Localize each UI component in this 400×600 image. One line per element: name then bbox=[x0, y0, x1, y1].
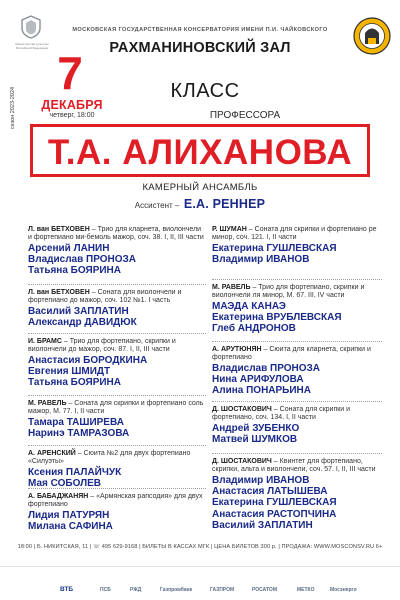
composer-name: А. БАБАДЖАНЯН bbox=[28, 493, 89, 500]
work-title: Соната для скрипки и фортепиано ре минор, соч. 121. I, II части bbox=[212, 226, 377, 242]
assistant-line bbox=[60, 195, 340, 213]
ministry-emblem-icon bbox=[18, 14, 44, 40]
work-title: Квинтет для фортепиано, скрипки, альта и виолончели, соч. 57. I, II, III части bbox=[212, 458, 376, 474]
performer-name: Екатерина ВРУБЛЕВСКАЯ bbox=[212, 312, 342, 324]
sponsor-logo: Газпромбанк bbox=[160, 587, 193, 593]
composer-name: М. РАВЕЛЬ bbox=[212, 284, 251, 291]
program-work-line bbox=[28, 450, 206, 467]
assistant-label: Ассистент – bbox=[134, 201, 180, 210]
composer-name: Р. ШУМАН bbox=[212, 226, 247, 233]
performer-name: Анастасия РАСТОПЧИНА bbox=[212, 508, 337, 520]
program-work-line bbox=[28, 289, 206, 306]
program-item bbox=[212, 346, 382, 397]
sponsor-strip bbox=[0, 566, 400, 600]
program-divider bbox=[212, 401, 382, 402]
professor-name: Т.А. АЛИХАНОВА bbox=[47, 133, 353, 172]
composer-dash: – bbox=[271, 406, 280, 413]
performer-name: Екатерина ГУШЛЕВСКАЯ bbox=[212, 497, 337, 509]
hall-name: РАХМАНИНОВСКИЙ ЗАЛ bbox=[109, 40, 291, 56]
performer-name: Александр ДАВИДЮК bbox=[28, 317, 137, 329]
program-item bbox=[28, 338, 206, 389]
composer-name: Д. ШОСТАКОВИЧ bbox=[212, 406, 272, 413]
performer-name: Татьяна БОЯРИНА bbox=[28, 265, 122, 277]
performer-name: Андрей ЗУБЕНКО bbox=[212, 422, 300, 434]
sponsor-logo: РЖД bbox=[130, 587, 142, 593]
composer-name: А. АРЕНСКИЙ bbox=[28, 450, 76, 457]
performer-name: Владислав ПРОНОЗА bbox=[212, 362, 321, 374]
composer-dash: – bbox=[250, 284, 259, 291]
program-item bbox=[28, 450, 206, 489]
composer-name: И. БРАМС bbox=[28, 338, 62, 345]
sponsor-logo: ПСБ bbox=[100, 587, 111, 593]
conservatory-name: МОСКОВСКАЯ ГОСУДАРСТВЕННАЯ КОНСЕРВАТОРИЯ ИМЕНИ П.И. ЧАЙКОВСКОГО bbox=[72, 27, 328, 33]
professor-name-box bbox=[30, 124, 370, 177]
concert-day: 7 bbox=[57, 47, 83, 99]
program-item bbox=[28, 226, 206, 277]
ensemble-subtitle: КАМЕРНЫЙ АНСАМБЛЬ bbox=[142, 182, 258, 193]
performer-name: Василий ЗАПЛАТИН bbox=[28, 305, 129, 317]
performer-name: Арсений ЛАНИН bbox=[28, 242, 110, 254]
performer-name: Екатерина ГУШЛЕВСКАЯ bbox=[212, 242, 337, 254]
program-divider bbox=[212, 453, 382, 454]
performer-name: Алина ПОНАРЬИНА bbox=[212, 385, 311, 397]
composer-name: А. АРУТЮНЯН bbox=[212, 346, 262, 353]
composer-name: Л. ван БЕТХОВЕН bbox=[28, 289, 90, 296]
composer-dash: – bbox=[61, 338, 70, 345]
work-title: Соната для скрипки и фортепиано соль мажор, М. 77. I, II части bbox=[28, 400, 204, 416]
program-item bbox=[28, 400, 206, 439]
program-item bbox=[212, 226, 382, 265]
program-work-line bbox=[212, 284, 382, 301]
composer-dash: – bbox=[89, 289, 98, 296]
work-title: Сюита для кларнета, скрипки и фортепиано bbox=[212, 346, 371, 362]
program-work-line bbox=[212, 226, 382, 243]
performer-name: Глеб АНДРОНОВ bbox=[212, 323, 296, 335]
performer-name: Милана САФИНА bbox=[28, 521, 113, 533]
footer-info: 18:00 | Б. НИКИТСКАЯ, 11 | ☏ 495 629-9168 | БИЛЕТЫ В КАССАХ МГК | ЦЕНА БИЛЕТОВ 300 р. | ПРОДАЖА: WWW.MOSCONSV.RU 6+ bbox=[17, 544, 383, 550]
program-divider bbox=[28, 395, 206, 396]
work-title: «Армянская рапсодия» для двух фортепиано bbox=[28, 493, 203, 509]
work-title: Трио для фортепиано, скрипки и виолончели до мажор, соч. 87. I, II, III части bbox=[28, 338, 176, 354]
composer-dash: – bbox=[75, 450, 84, 457]
performer-name: Ксения ПАЛАЙЧУК bbox=[28, 466, 122, 478]
program-item bbox=[212, 458, 382, 531]
sponsor-logo: Мосэнерго bbox=[330, 587, 357, 593]
program-divider bbox=[28, 284, 206, 285]
sponsor-logo: МЕТКО bbox=[297, 587, 315, 593]
performer-name: Нина АРИФУЛОВА bbox=[212, 374, 304, 386]
rachmaninov-hall-seal-icon bbox=[352, 16, 392, 56]
program-work-line bbox=[28, 226, 206, 243]
program-work-line bbox=[28, 400, 206, 417]
performer-name: Наринэ ТАМРАЗОВА bbox=[28, 428, 130, 440]
performer-name: Василий ЗАПЛАТИН bbox=[212, 520, 313, 531]
composer-dash: – bbox=[246, 226, 255, 233]
season-label: сезон 2023-2024 bbox=[10, 86, 16, 130]
work-title: Соната для скрипки и фортепиано, соч. 134. I, II части bbox=[212, 406, 351, 422]
work-title: Соната для виолончели и фортепиано до мажор, соч. 102 №1. I часть bbox=[28, 289, 182, 305]
sponsor-logo: РОСАТОМ bbox=[252, 587, 277, 593]
composer-dash: – bbox=[271, 458, 280, 465]
performer-name: Татьяна БОЯРИНА bbox=[28, 377, 122, 389]
program-divider bbox=[28, 445, 206, 446]
concert-month: ДЕКАБРЯ bbox=[41, 98, 103, 112]
performer-name: Владимир ИВАНОВ bbox=[212, 474, 310, 486]
program-divider bbox=[28, 333, 206, 334]
program-work-line bbox=[212, 346, 382, 363]
work-title: Трио для кларнета, виолончели и фортепиано ми-бемоль мажор, соч. 38. I, II, III части bbox=[28, 226, 204, 242]
weekday-time: четверг, 18:00 bbox=[49, 112, 95, 119]
performer-name: Евгения ШМИДТ bbox=[28, 366, 111, 378]
program-item bbox=[212, 406, 382, 445]
performer-name: МАЭДА КАНАЭ bbox=[212, 300, 286, 312]
program-work-line bbox=[28, 338, 206, 355]
sponsor-logo: ВТБ bbox=[60, 586, 74, 593]
composer-dash: – bbox=[66, 400, 75, 407]
performer-name: Тамара ТАШИРЕВА bbox=[28, 416, 124, 428]
program-work-line bbox=[28, 493, 206, 510]
assistant-name: Е.А. РЕННЕР bbox=[183, 197, 266, 211]
program-item bbox=[28, 493, 206, 532]
program-item bbox=[28, 289, 206, 328]
performer-name: Владимир ИВАНОВ bbox=[212, 254, 310, 266]
performer-name: Мая СОБОЛЕВ bbox=[28, 478, 102, 490]
ministry-caption: Министерство культуры Российской Федерации bbox=[15, 42, 49, 50]
work-title: Трио для фортепиано, скрипки и виолончели ля минор, М. 67. III, IV части bbox=[212, 284, 365, 300]
program-work-line bbox=[212, 406, 382, 423]
performer-name: Анастасия ЛАТЫШЕВА bbox=[212, 486, 328, 498]
sponsor-logo: ГАЗПРОМ bbox=[210, 587, 235, 593]
work-title: Сюита №2 для двух фортепиано «Силуэты» bbox=[28, 450, 191, 466]
class-word: КЛАСС bbox=[170, 80, 240, 102]
composer-name: М. РАВЕЛЬ bbox=[28, 400, 67, 407]
performer-name: Владислав ПРОНОЗА bbox=[28, 254, 137, 266]
performer-name: Анастасия БОРОДКИНА bbox=[28, 354, 148, 366]
composer-name: Д. ШОСТАКОВИЧ bbox=[212, 458, 272, 465]
performer-name: Матвей ШУМКОВ bbox=[212, 434, 298, 446]
composer-dash: – bbox=[261, 346, 270, 353]
program-divider bbox=[212, 279, 382, 280]
professor-word: ПРОФЕССОРА bbox=[209, 110, 281, 121]
program-work-line bbox=[212, 458, 382, 475]
composer-dash: – bbox=[88, 493, 97, 500]
composer-dash: – bbox=[89, 226, 98, 233]
program-divider bbox=[212, 341, 382, 342]
program-item bbox=[212, 284, 382, 335]
performer-name: Лидия ПАТУРЯН bbox=[28, 509, 110, 521]
composer-name: Л. ван БЕТХОВЕН bbox=[28, 226, 90, 233]
